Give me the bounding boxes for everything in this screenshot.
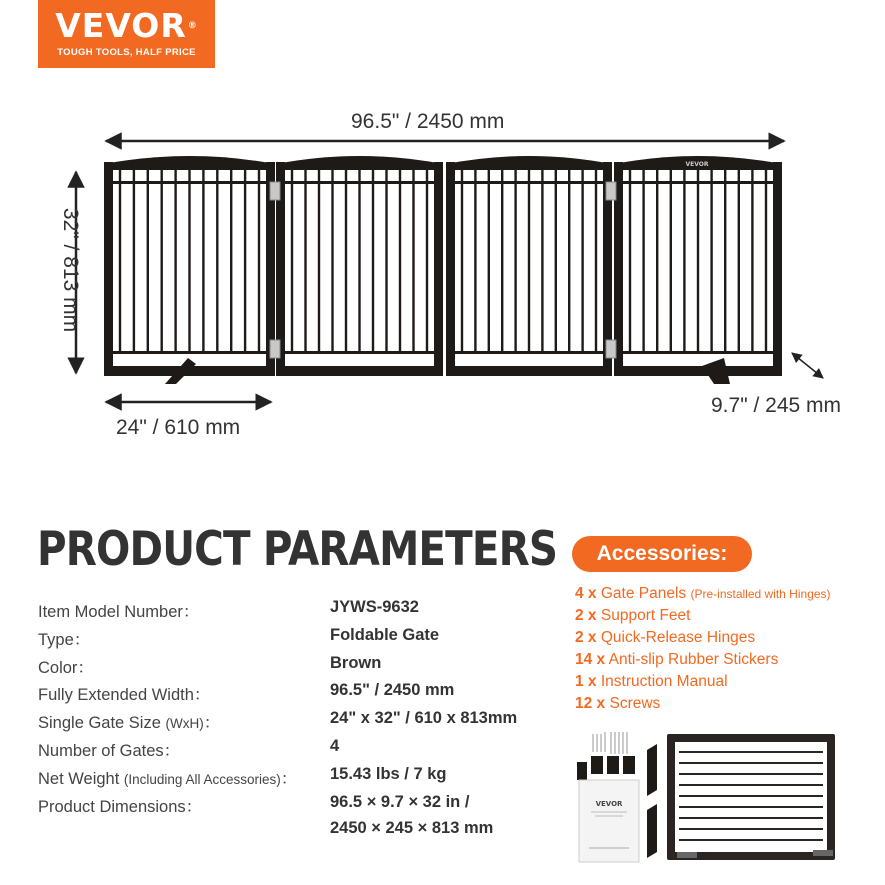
- param-row: [38, 681, 558, 709]
- gate-bar: [461, 170, 463, 354]
- gate-bottom-rail: [614, 366, 782, 376]
- gate-panels-icon: [667, 734, 835, 860]
- logo-brand: VEVOR®: [55, 6, 198, 45]
- gate-top-rail: [104, 156, 275, 170]
- gate-bar: [174, 170, 176, 354]
- gate-bar: [133, 170, 135, 354]
- gate-bar: [202, 170, 204, 354]
- gate-brand-label: VEVOR: [685, 161, 709, 168]
- gate-bar: [372, 170, 374, 354]
- gate-bar: [258, 170, 260, 354]
- height-dimension: 32" / 813 mm: [59, 207, 82, 333]
- param-label: Product Dimensions：: [38, 797, 203, 816]
- gate-bar: [683, 170, 685, 354]
- width-dimension: 96.5" / 2450 mm: [351, 110, 505, 133]
- gate-bar: [244, 170, 246, 354]
- logo-tagline: TOUGH TOOLS, HALF PRICE: [57, 47, 196, 58]
- gate-bar: [555, 170, 557, 354]
- gate-bar: [345, 170, 347, 354]
- param-label: Color：: [38, 658, 94, 677]
- gate-bar: [751, 170, 753, 354]
- gate-bar: [230, 170, 232, 354]
- gate-bar: [318, 170, 320, 354]
- gate-post: [773, 162, 782, 376]
- param-value-line2: 2450 × 245 × 813 mm: [330, 818, 494, 837]
- param-value: Brown: [330, 653, 382, 672]
- accessory-item: 14 x Anti-slip Rubber Stickers: [575, 651, 779, 668]
- gate-bar: [738, 170, 740, 354]
- svg-text:VEVOR: VEVOR: [595, 800, 623, 808]
- gate-bar: [488, 170, 490, 354]
- param-label: Net Weight (Including All Accessories)：: [38, 769, 298, 788]
- screws-icon: [593, 732, 627, 754]
- param-row: [38, 709, 558, 737]
- accessory-item: 2 x Quick-Release Hinges: [575, 629, 756, 646]
- param-label: Fully Extended Width：: [38, 686, 211, 705]
- param-value: 24" x 32" / 610 x 813mm: [330, 709, 518, 728]
- gate-bar: [541, 170, 543, 354]
- gate-bar: [399, 170, 401, 354]
- gate-bottom-rail: [276, 366, 443, 376]
- gate-bar: [697, 170, 699, 354]
- param-row: [38, 654, 558, 682]
- gate-support-foot: [702, 358, 730, 384]
- gate-bar: [216, 170, 218, 354]
- gate-bar: [304, 170, 306, 354]
- gate-bar: [385, 170, 387, 354]
- gate-top-rail: [276, 156, 443, 170]
- gate-post: [434, 162, 443, 376]
- rubber-stickers-icon: [577, 756, 635, 780]
- gate-bar: [656, 170, 658, 354]
- param-row: [38, 626, 558, 654]
- gate-bar: [710, 170, 712, 354]
- param-value: 15.43 lbs / 7 kg: [330, 764, 447, 783]
- param-value: Foldable Gate: [330, 625, 440, 644]
- gate-bar: [501, 170, 503, 354]
- param-label: Type：: [38, 630, 91, 649]
- gate-bar: [642, 170, 644, 354]
- support-feet-icon: [647, 744, 657, 858]
- gate-bar: [331, 170, 333, 354]
- gate-bottom-rail: [446, 366, 612, 376]
- gate-bar: [119, 170, 121, 354]
- gate-hinge: [270, 340, 280, 358]
- depth-arrow: [792, 353, 823, 378]
- gate-bar: [412, 170, 414, 354]
- param-label: Item Model Number：: [38, 603, 200, 621]
- depth-dimension: 9.7" / 245 mm: [711, 394, 842, 417]
- gate-hinge: [606, 340, 616, 358]
- manual-icon: [579, 780, 639, 862]
- gate-top-rail: [446, 156, 612, 170]
- gate-hinge: [606, 182, 616, 200]
- param-label: Number of Gates：: [38, 741, 181, 760]
- accessories-badge: Accessories:: [572, 536, 752, 572]
- param-value: 96.5" / 2450 mm: [330, 681, 455, 700]
- gate-bar: [474, 170, 476, 354]
- gate-bar: [188, 170, 190, 354]
- gate-bar: [161, 170, 163, 354]
- gate-bar: [528, 170, 530, 354]
- gate-bar: [595, 170, 597, 354]
- param-value: JYWS-9632: [330, 598, 419, 616]
- gate-post: [104, 162, 113, 376]
- accessories-list: [575, 585, 831, 717]
- param-value: 96.5 × 9.7 × 32 in /: [330, 792, 470, 811]
- gate-bar: [514, 170, 516, 354]
- gate-bar: [426, 170, 428, 354]
- page-title: PRODUCT PARAMETERS: [37, 522, 558, 577]
- gate-bar: [147, 170, 149, 354]
- gate-bar: [358, 170, 360, 354]
- single-width-dimension: 24" / 610 mm: [116, 416, 241, 439]
- param-row: [38, 598, 558, 626]
- param-value: 4: [330, 736, 340, 755]
- accessory-item: 2 x Support Feet: [575, 607, 691, 624]
- accessory-item: 12 x Screws: [575, 695, 661, 712]
- gate-bar: [765, 170, 767, 354]
- gate-panels: [104, 156, 782, 384]
- param-row: [38, 793, 558, 841]
- gate-bar: [581, 170, 583, 354]
- param-label: Single Gate Size (WxH)：: [38, 714, 221, 733]
- gate-hinge: [270, 182, 280, 200]
- accessories-image: [575, 730, 845, 870]
- accessory-item: 4 x Gate Panels (Pre-installed with Hinges): [575, 585, 831, 602]
- gate-bar: [724, 170, 726, 354]
- accessory-item: 1 x Instruction Manual: [575, 673, 728, 690]
- gate-bar: [670, 170, 672, 354]
- parameters-table: [38, 598, 558, 841]
- gate-post: [446, 162, 455, 376]
- gate-bar: [568, 170, 570, 354]
- gate-bar: [629, 170, 631, 354]
- param-row: [38, 765, 558, 793]
- param-row: [38, 737, 558, 765]
- gate-bar: [291, 170, 293, 354]
